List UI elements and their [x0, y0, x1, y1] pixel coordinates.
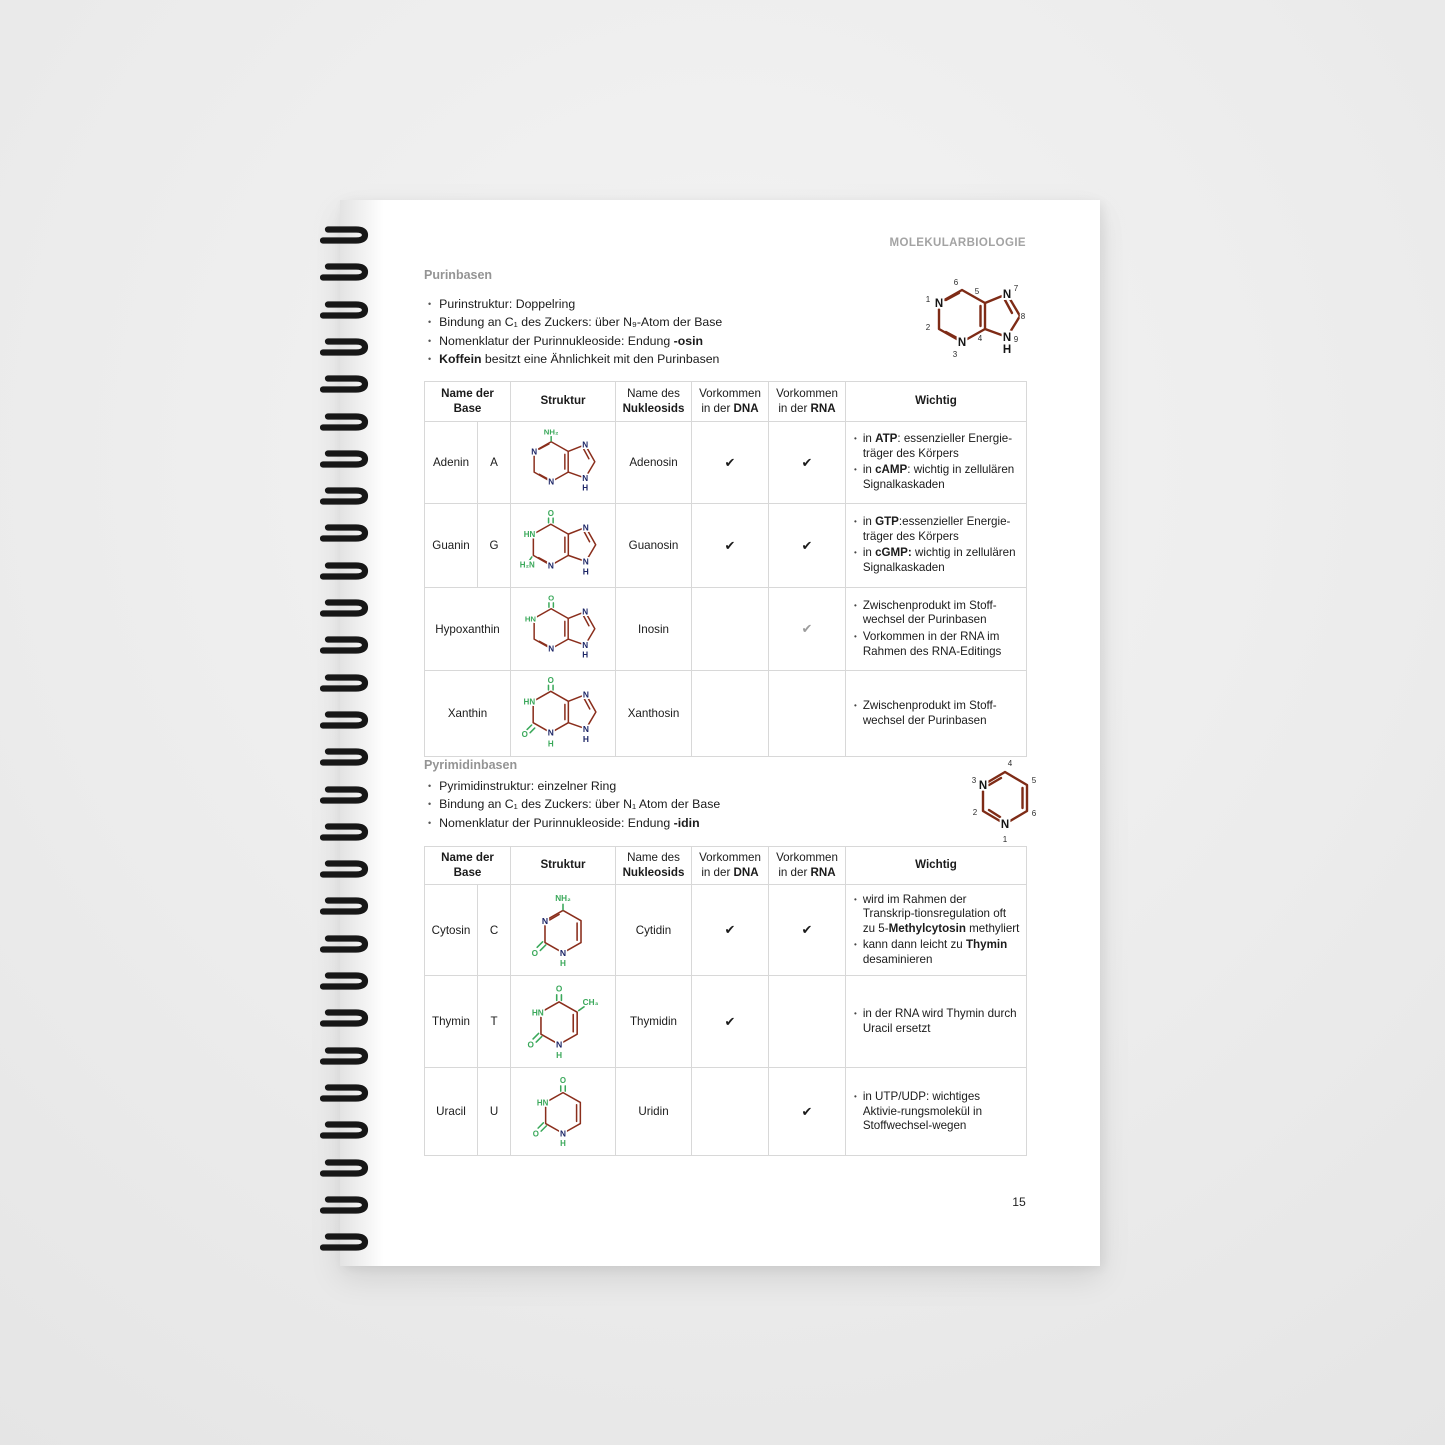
nucleoside-name: Cytidin [616, 885, 692, 976]
svg-text:HN: HN [523, 697, 536, 707]
bullet-dot-icon: • [854, 434, 857, 444]
base-letter: A [478, 422, 511, 504]
wichtig-text: wird im Rahmen der Transkrip-tionsregulation oft zu 5-Methylcytosin methyliert [862, 892, 1020, 936]
spiral-coil [320, 261, 372, 283]
uracil-structure-image [530, 1070, 596, 1150]
col-header-nukleosid: Name des Nukleosids [616, 847, 692, 885]
svg-text:1: 1 [925, 295, 931, 304]
base-letter: C [478, 885, 511, 976]
base-name: Cytosin [425, 885, 478, 976]
bullet-dot-icon: • [428, 817, 432, 828]
dna-check: ✔ [692, 976, 769, 1068]
svg-text:8: 8 [1020, 312, 1026, 321]
bullet-text: Bindung an C₁ des Zuckers: über N₁ Atom der Base [439, 797, 721, 812]
bullet-dot-icon: • [854, 517, 857, 527]
bullet-text: Nomenklatur der Purinnukleoside: Endung -osin [439, 333, 703, 348]
list-item [854, 938, 1020, 968]
spiral-coil [320, 224, 372, 246]
svg-text:O: O [532, 1129, 539, 1139]
spiral-coil [320, 597, 372, 619]
base-name: Xanthin [425, 671, 511, 757]
list-item [854, 630, 1020, 660]
svg-text:HN: HN [531, 1008, 544, 1018]
col-header-rna: Vorkommen in der RNA [769, 847, 846, 885]
xanthin-structure-image [517, 673, 609, 751]
wichtig-text: kann dann leicht zu Thymin desaminieren [862, 938, 1008, 967]
bullet-dot-icon: • [428, 335, 432, 346]
bullet-text: Purinstruktur: Doppelring [439, 297, 576, 311]
base-name: Adenin [425, 422, 478, 504]
table-row-hypoxanthin [425, 588, 1027, 671]
rna-check: ✔ [769, 885, 846, 976]
svg-text:N: N [560, 1128, 566, 1139]
svg-text:H: H [1002, 344, 1012, 356]
svg-text:O: O [521, 730, 528, 740]
svg-text:O: O [547, 675, 554, 685]
base-letter: G [478, 504, 511, 588]
spiral-coil [320, 634, 372, 656]
bullet-text: Nomenklatur der Purinnukleoside: Endung -idin [439, 815, 700, 830]
spiral-coil [320, 858, 372, 880]
structure-cell [511, 504, 616, 588]
svg-text:N: N [582, 723, 589, 734]
bullet-dot-icon: • [854, 894, 857, 904]
table-row-cytosin [425, 885, 1027, 976]
col-header-dna: Vorkommen in der DNA [692, 382, 769, 422]
svg-text:7: 7 [1013, 284, 1019, 293]
dna-check [692, 1068, 769, 1156]
svg-text:2: 2 [972, 808, 978, 817]
spiral-coil [320, 933, 372, 955]
nucleoside-name: Inosin [616, 588, 692, 671]
wichtig-text: in der RNA wird Thymin durch Uracil ersetzt [862, 1007, 1017, 1035]
bullet-dot-icon: • [854, 548, 857, 558]
bullet-dot-icon: • [854, 631, 857, 641]
col-header-struktur: Struktur [511, 382, 616, 422]
svg-text:N: N [547, 560, 554, 571]
svg-text:5: 5 [1031, 776, 1037, 785]
bullet-dot-icon: • [854, 940, 857, 950]
svg-text:2: 2 [925, 323, 931, 332]
purine-table [424, 381, 1027, 757]
spiral-coil [320, 784, 372, 806]
base-letter: U [478, 1068, 511, 1156]
svg-text:H₂N: H₂N [519, 560, 535, 570]
nucleoside-name: Uridin [616, 1068, 692, 1156]
bullet-dot-icon: • [428, 781, 432, 791]
bullet-dot-icon: • [854, 1009, 857, 1019]
section-title-pyrimidinbasen: Pyrimidinbasen [424, 758, 518, 772]
list-item [428, 777, 720, 795]
wichtig-cell [846, 504, 1027, 588]
svg-text:4: 4 [1007, 759, 1013, 768]
svg-text:NH₂: NH₂ [543, 427, 559, 437]
hypoxanthin-structure-image [517, 591, 609, 665]
wichtig-cell [846, 885, 1027, 976]
spiral-coil [320, 1157, 372, 1179]
dna-check: ✔ [692, 885, 769, 976]
col-header-wichtig: Wichtig [846, 847, 1027, 885]
list-item [428, 313, 722, 331]
spiral-coil [320, 448, 372, 470]
svg-text:N: N [582, 689, 589, 700]
spiral-coil [320, 672, 372, 694]
table-row-xanthin [425, 671, 1027, 757]
spiral-coil [320, 746, 372, 768]
rna-check: ✔ [769, 504, 846, 588]
svg-text:N: N [559, 948, 567, 959]
guanin-structure-image [515, 506, 611, 582]
rna-check: ✔ [769, 1068, 846, 1156]
wichtig-cell [846, 588, 1027, 671]
spiral-coil [320, 1119, 372, 1141]
dna-check [692, 588, 769, 671]
svg-text:N: N [978, 780, 988, 792]
wichtig-cell [846, 1068, 1027, 1156]
svg-text:HN: HN [536, 1098, 549, 1108]
spiral-binding [320, 224, 376, 1264]
svg-text:O: O [527, 1041, 534, 1051]
pyrimidine-table [424, 846, 1027, 1156]
svg-text:O: O [548, 593, 555, 603]
list-item [428, 295, 722, 313]
svg-text:3: 3 [972, 776, 977, 785]
structure-cell [511, 588, 616, 671]
page-number: 15 [1012, 1195, 1026, 1209]
purine-bullet-list [428, 295, 722, 368]
purine-ring-numbered-diagram [924, 278, 1028, 369]
svg-text:H: H [560, 959, 566, 969]
svg-text:N: N [531, 447, 538, 457]
rna-check [769, 976, 846, 1068]
nucleoside-name: Xanthosin [616, 671, 692, 757]
wichtig-text: in GTP:essenzieller Energie-träger des Körpers [862, 515, 1011, 543]
rna-check: ✔ [769, 422, 846, 504]
list-item [854, 1007, 1020, 1037]
wichtig-cell [846, 976, 1027, 1068]
col-header-wichtig: Wichtig [846, 382, 1027, 422]
nucleoside-name: Thymidin [616, 976, 692, 1068]
list-item [428, 350, 722, 368]
base-name: Thymin [425, 976, 478, 1068]
structure-cell [511, 422, 616, 504]
svg-text:CH₃: CH₃ [582, 998, 599, 1008]
dna-check [692, 671, 769, 757]
structure-cell [511, 976, 616, 1068]
svg-text:NH₂: NH₂ [555, 894, 571, 904]
svg-text:3: 3 [952, 350, 958, 359]
thymin-structure-image [526, 978, 600, 1062]
list-item [428, 332, 722, 350]
structure-cell [511, 671, 616, 757]
svg-text:H: H [560, 1139, 566, 1149]
section-title-purinbasen: Purinbasen [424, 268, 493, 282]
bullet-text: Pyrimidinstruktur: einzelner Ring [439, 779, 617, 793]
svg-text:N: N [582, 522, 589, 533]
table-row-thymin [425, 976, 1027, 1068]
svg-text:N: N [582, 556, 589, 567]
list-item [428, 795, 720, 813]
table-row-guanin [425, 504, 1027, 588]
list-item [854, 893, 1020, 937]
col-header-dna: Vorkommen in der DNA [692, 847, 769, 885]
col-header-struktur: Struktur [511, 847, 616, 885]
spiral-coil [320, 1194, 372, 1216]
wichtig-text: in UTP/UDP: wichtiges Aktivie-rungsmolekül in Stoffwechsel-wegen [862, 1089, 983, 1133]
table-header-row [425, 847, 1027, 885]
svg-text:O: O [555, 985, 563, 995]
svg-text:H: H [582, 733, 589, 744]
svg-text:N: N [548, 477, 555, 487]
svg-text:9: 9 [1013, 335, 1019, 344]
svg-text:N: N [541, 916, 549, 927]
bullet-text: Bindung an C₁ des Zuckers: über N₉-Atom der Base [439, 315, 723, 330]
spiral-coil [320, 373, 372, 395]
svg-text:N: N [582, 473, 589, 483]
list-item [854, 1090, 1020, 1134]
svg-text:N: N [548, 644, 555, 654]
spiral-coil [320, 1082, 372, 1104]
svg-text:N: N [582, 440, 589, 450]
spiral-coil [320, 895, 372, 917]
list-item [854, 515, 1020, 545]
cytosin-structure-image [530, 887, 596, 970]
bullet-dot-icon: • [854, 600, 857, 610]
page-header-title: MOLEKULARBIOLOGIE [889, 237, 1026, 249]
svg-text:O: O [559, 1076, 567, 1086]
structure-cell [511, 885, 616, 976]
wichtig-text: in cGMP: wichtig in zellulären Signalkaskaden [862, 546, 1016, 575]
spiral-coil [320, 560, 372, 582]
svg-text:6: 6 [1031, 809, 1037, 818]
spiral-coil [320, 821, 372, 843]
base-name: Uracil [425, 1068, 478, 1156]
spiral-coil [320, 411, 372, 433]
svg-text:H: H [547, 739, 554, 749]
svg-text:O: O [547, 508, 554, 518]
wichtig-cell [846, 671, 1027, 757]
pyrimidine-bullet-list [428, 777, 720, 832]
bullet-dot-icon: • [428, 799, 432, 810]
spiral-coil [320, 1231, 372, 1253]
list-item [854, 546, 1020, 576]
spiral-coil [320, 299, 372, 321]
spiral-coil [320, 970, 372, 992]
structure-cell [511, 1068, 616, 1156]
bullet-dot-icon: • [854, 1091, 857, 1101]
svg-text:N: N [957, 337, 967, 349]
svg-text:H: H [582, 483, 589, 493]
svg-text:HN: HN [523, 530, 536, 540]
svg-text:N: N [1002, 289, 1012, 301]
svg-text:5: 5 [974, 287, 980, 296]
nucleoside-name: Guanosin [616, 504, 692, 588]
bullet-dot-icon: • [854, 465, 857, 475]
list-item [854, 432, 1020, 462]
spiral-coil [320, 709, 372, 731]
bullet-dot-icon: • [428, 317, 432, 328]
svg-text:4: 4 [977, 334, 983, 343]
rna-check [769, 671, 846, 757]
table-header-row [425, 382, 1027, 422]
svg-text:1: 1 [1002, 835, 1008, 844]
list-item [428, 814, 720, 832]
svg-text:N: N [582, 640, 589, 650]
dna-check: ✔ [692, 504, 769, 588]
col-header-rna: Vorkommen in der RNA [769, 382, 846, 422]
dna-check: ✔ [692, 422, 769, 504]
wichtig-cell [846, 422, 1027, 504]
pyrimidine-ring-numbered-diagram [972, 759, 1038, 856]
nucleoside-name: Adenosin [616, 422, 692, 504]
list-item [854, 463, 1020, 493]
col-header-base: Name der Base [425, 382, 511, 422]
wichtig-text: Zwischenprodukt im Stoff-wechsel der Purinbasen [862, 598, 997, 627]
table-row-uracil [425, 1068, 1027, 1156]
svg-text:N: N [582, 607, 589, 617]
spiral-coil [320, 485, 372, 507]
svg-text:N: N [1002, 332, 1012, 344]
wichtig-text: in cAMP: wichtig in zellulären Signalkaskaden [862, 463, 1015, 492]
wichtig-text: in ATP: essenzieller Energie-träger des Körpers [862, 432, 1013, 460]
svg-text:6: 6 [953, 278, 959, 287]
adenin-structure-image [517, 424, 609, 498]
svg-text:H: H [582, 566, 589, 577]
spiral-coil [320, 1045, 372, 1067]
svg-text:N: N [1000, 819, 1010, 831]
col-header-nukleosid: Name des Nukleosids [616, 382, 692, 422]
base-name: Hypoxanthin [425, 588, 511, 671]
svg-text:N: N [547, 727, 554, 738]
base-name: Guanin [425, 504, 478, 588]
svg-text:HN: HN [524, 613, 537, 623]
list-item [854, 699, 1020, 729]
svg-text:N: N [934, 298, 944, 310]
wichtig-text: Vorkommen in der RNA im Rahmen des RNA-Editings [862, 629, 1002, 658]
rna-check: ✔ [769, 588, 846, 671]
bullet-dot-icon: • [428, 299, 432, 309]
table-row-adenin [425, 422, 1027, 504]
wichtig-text: Zwischenprodukt im Stoff-wechsel der Purinbasen [862, 698, 997, 727]
bullet-text: Koffein besitzt eine Ähnlichkeit mit den Purinbasen [439, 351, 720, 366]
svg-text:N: N [555, 1040, 563, 1051]
bullet-dot-icon: • [854, 700, 857, 710]
col-header-base: Name der Base [425, 847, 511, 885]
svg-text:H: H [556, 1051, 563, 1061]
spiral-coil [320, 1007, 372, 1029]
spiral-coil [320, 522, 372, 544]
svg-text:H: H [582, 650, 589, 660]
list-item [854, 599, 1020, 629]
bullet-dot-icon: • [428, 353, 432, 364]
spiral-coil [320, 336, 372, 358]
base-letter: T [478, 976, 511, 1068]
notebook-page [340, 200, 1100, 1266]
svg-text:O: O [531, 949, 539, 959]
